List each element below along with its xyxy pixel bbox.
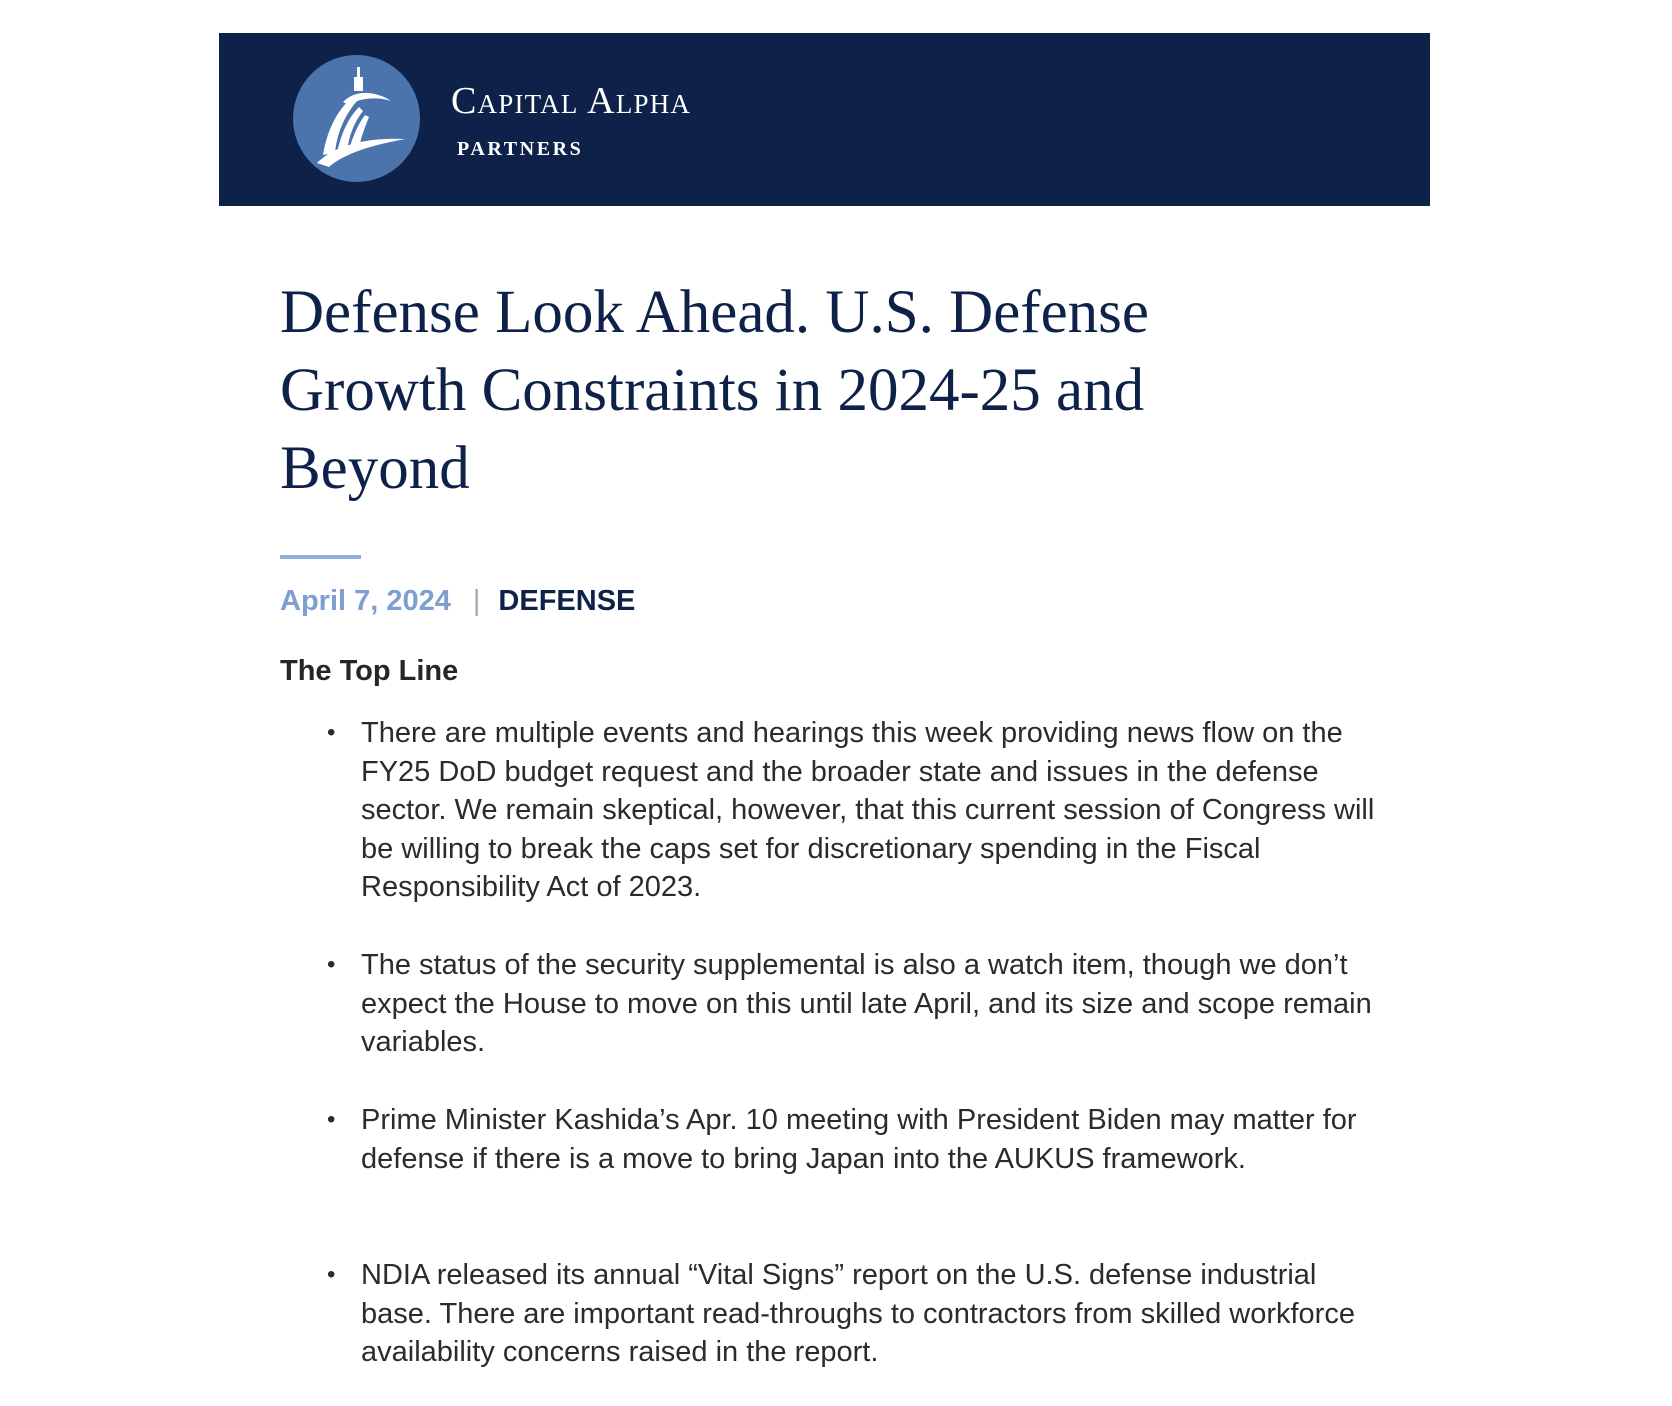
category-label: DEFENSE — [498, 585, 636, 617]
title-divider — [280, 555, 361, 559]
bullet-text: NDIA released its annual “Vital Signs” report on the U.S. defense industrial base. There are important read-throughs to contractors from skilled workforce availability concerns raised in the report. — [361, 1259, 1355, 1368]
bullet-item — [327, 1101, 1387, 1178]
brand-name: Capital Alpha — [451, 80, 692, 122]
page-title: Defense Look Ahead. U.S. Defense Growth Constraints in 2024-25 and Beyond — [280, 279, 1149, 502]
bullet-dot-icon: • — [327, 1106, 336, 1133]
meta-separator: | — [472, 585, 481, 617]
bullet-text: The status of the security supplemental is also a watch item, though we don’t expect the House to move on this until late April, and its size and scope remain variables. — [361, 949, 1372, 1058]
bullet-text: Prime Minister Kashida’s Apr. 10 meeting with President Biden may matter for defense if there is a move to bring Japan into the AUKUS framework. — [361, 1104, 1357, 1175]
bullet-item — [327, 1256, 1387, 1372]
article-meta — [280, 583, 635, 619]
publish-date: April 7, 2024 — [280, 585, 451, 617]
bullet-item — [327, 946, 1387, 1062]
section-heading: The Top Line — [280, 655, 459, 687]
bullet-dot-icon: • — [327, 719, 336, 746]
bullet-dot-icon: • — [327, 951, 336, 978]
bullet-item — [327, 714, 1387, 907]
bullet-text: There are multiple events and hearings this week providing news flow on the FY25 DoD budget request and the broader state and issues in the defense sector. We remain skeptical, however, that this current session of Congress will be willing to break the caps set for discretionary spending in the Fiscal Responsibility Act of 2023. — [361, 717, 1375, 903]
bullet-dot-icon: • — [327, 1261, 336, 1288]
capitol-dome-icon — [293, 55, 420, 182]
brand-subtitle: PARTNERS — [457, 138, 584, 160]
